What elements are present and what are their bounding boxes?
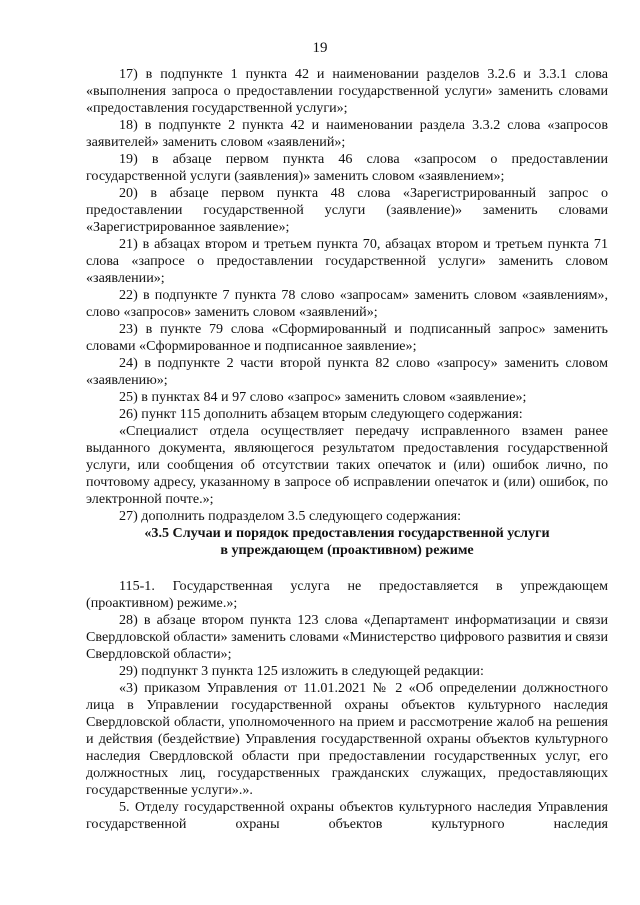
quote-subitem-3: «3) приказом Управления от 11.01.2021 № 2 «Об определении должностного лица в Управлении государственной охраны объектов культурного наследия Свердловской области, уполномоченного на прием и рассмотрение жалоб на решения и действия (бездействие) Управления государственной охраны объектов культурного наследия Свердловской области при предоставлении государственных услуг, его должностных лиц, государственных гражданских служащих, предоставляющих государственные услуги».». — [86, 680, 608, 798]
item-26: 26) пункт 115 дополнить абзацем вторым следующего содержания: — [119, 406, 523, 422]
item-29: 29) подпункт 3 пункта 125 изложить в следующей редакции: — [119, 663, 484, 679]
item-25: 25) в пунктах 84 и 97 слово «запрос» заменить словом «заявление»; — [119, 389, 527, 405]
quote-paragraph-115: «Специалист отдела осуществляет передачу исправленного взамен ранее выданного документа, являющегося результатом предоставления государственной услуги, или сообщения об отсутствии таких опечаток и (или) ошибок лично, по почтовому адресу, указанному в запросе об исправлении опечаток и (или) ошибок, по электронной почте.»; — [86, 423, 608, 507]
item-5: 5. Отделу государственной охраны объектов культурного наследия Управления государственной охраны объектов культурного наследия — [86, 799, 608, 832]
item-18: 18) в подпункте 2 пункта 42 и наименовании раздела 3.3.2 слова «запросов заявителей» заменить словом «заявлений»; — [86, 117, 608, 150]
section-heading-line-2: в упреждающем (проактивном) режиме — [220, 542, 474, 558]
item-24: 24) в подпункте 2 части второй пункта 82 слово «запросу» заменить словом «заявлению»; — [86, 355, 608, 388]
item-22: 22) в подпункте 7 пункта 78 слово «запросам» заменить словом «заявлениям», слово «запросов» заменить словом «заявлений»; — [86, 287, 608, 320]
item-17: 17) в подпункте 1 пункта 42 и наименовании разделов 3.2.6 и 3.3.1 слова «выполнения запроса о предоставлении государственной услуги» заменить словами «предоставления государственной услуги»; — [86, 66, 608, 116]
item-21: 21) в абзацах втором и третьем пункта 70, абзацах втором и третьем пункта 71 слова «запросе о предоставлении государственной услуги» заменить словом «заявлении»; — [86, 236, 608, 286]
item-27: 27) дополнить подразделом 3.5 следующего содержания: — [119, 508, 462, 524]
document-body — [86, 66, 608, 833]
section-heading-line-1: «3.5 Случаи и порядок предоставления государственной услуги — [144, 525, 550, 541]
section-spacer — [86, 559, 608, 578]
item-115-1: 115-1. Государственная услуга не предоставляется в упреждающем (проактивном) режиме.»; — [86, 578, 608, 611]
item-28: 28) в абзаце втором пункта 123 слова «Департамент информатизации и связи Свердловской области» заменить словами «Министерство цифрового развития и связи Свердловской области»; — [86, 612, 608, 662]
page-number: 19 — [312, 40, 328, 56]
item-23: 23) в пункте 79 слова «Сформированный и подписанный запрос» заменить словами «Сформированное и подписанное заявление»; — [86, 321, 608, 354]
item-20: 20) в абзаце первом пункта 48 слова «Зарегистрированный запрос о предоставлении государственной услуги (заявление)» заменить словами «Зарегистрированное заявление»; — [86, 185, 608, 235]
item-19: 19) в абзаце первом пункта 46 слова «запросом о предоставлении государственной услуги (заявления)» заменить словом «заявлением»; — [86, 151, 608, 184]
